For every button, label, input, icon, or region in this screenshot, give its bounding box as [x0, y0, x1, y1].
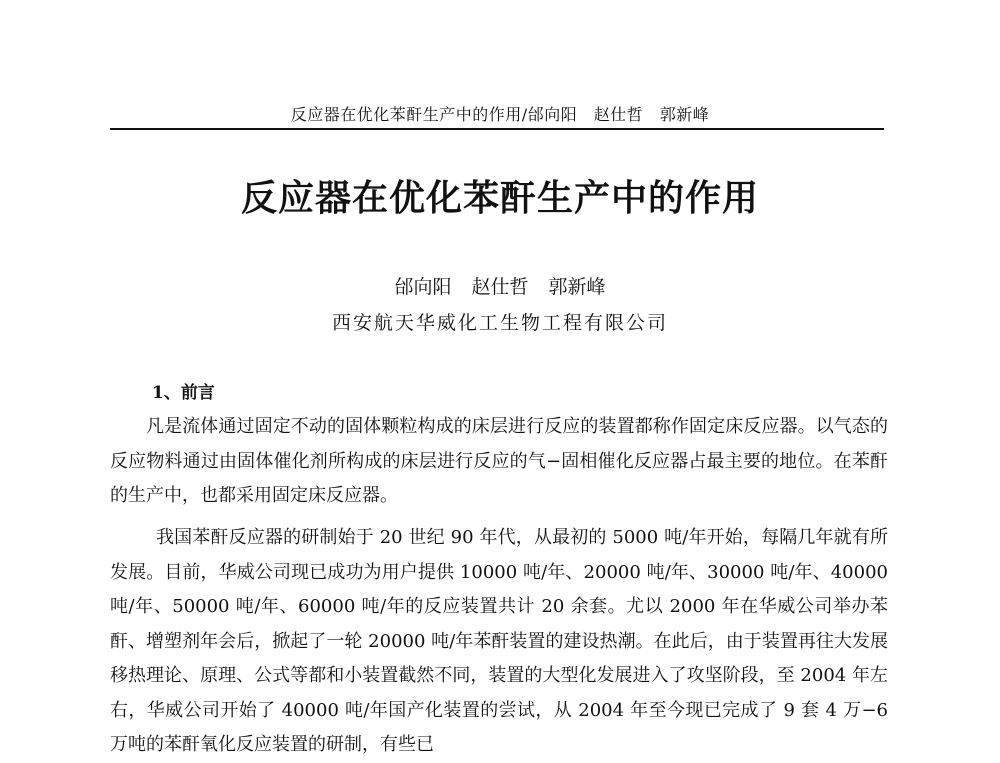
- header-rule: [110, 128, 884, 130]
- body-paragraph: 我国苯酐反应器的研制始于 20 世纪 90 年代，从最初的 5000 吨/年开始，每隔几年就有所发展。目前，华威公司现已成功为用户提供 10000 吨/年、20000 吨/年、30000 吨/年、40000 吨/年、50000 吨/年、60000 吨/年的反应装置共计 20 余套。尤以 2000 年在华威公司举办苯酐、增塑剂年会后，掀起了一轮 20000 吨/年苯酐装置的建设热潮。在此后，由于装置再往大发展移热理论、原理、公式等都和小装置截然不同，装置的大型化发展进入了攻坚阶段，至 2004 年左右，华威公司开始了 40000 吨/年国产化装置的尝试，从 2004 年至今现已完成了 9 套 4 万−6 万吨的苯酐氧化反应装置的研制，有些已: [110, 527, 888, 755]
- author-list: 邰向阳 赵仕哲 郭新峰: [394, 276, 606, 298]
- running-header: 反应器在优化苯酐生产中的作用/邰向阳 赵仕哲 郭新峰: [290, 105, 710, 124]
- section-heading: 1、前言: [152, 383, 215, 403]
- article-title: 反应器在优化苯酐生产中的作用: [240, 177, 759, 219]
- affiliation: 西安航天华威化工生物工程有限公司: [331, 312, 668, 334]
- body-paragraph: 凡是流体通过固定不动的固体颗粒构成的床层进行反应的装置都称作固定床反应器。以气态的反应物料通过由固体催化剂所构成的床层进行反应的气−固相催化反应器占最主要的地位。在苯酐的生产中，也都采用固定床反应器。: [110, 416, 888, 506]
